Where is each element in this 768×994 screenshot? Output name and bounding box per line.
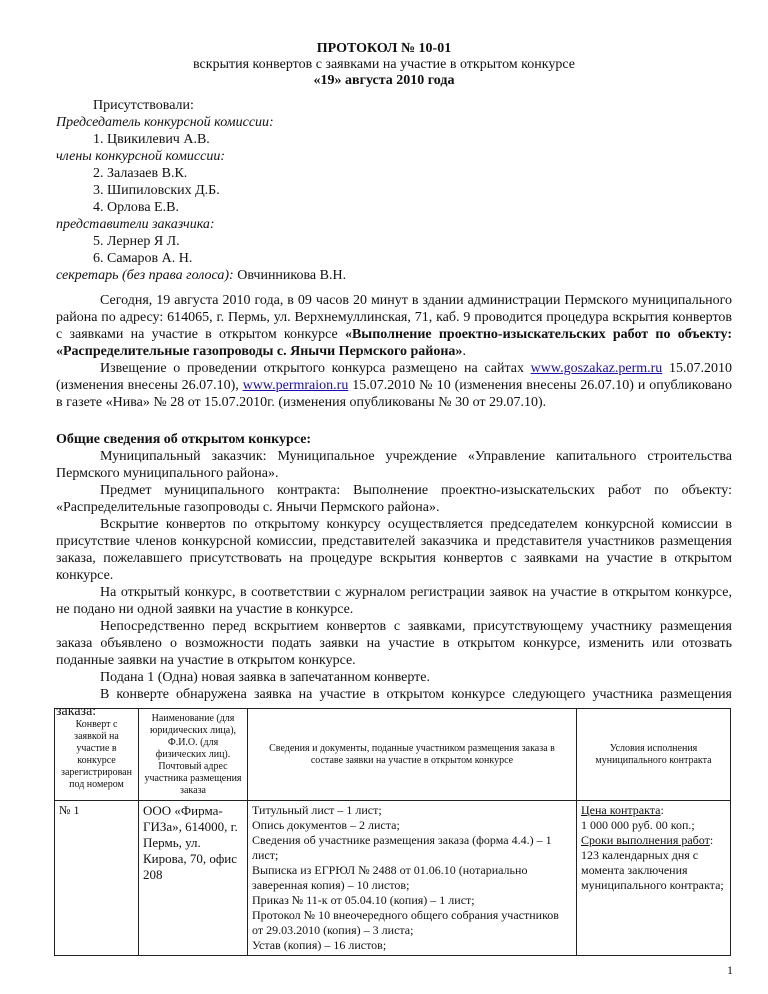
term-label: Сроки выполнения работ [581, 833, 710, 847]
table-header-cell: Наименование (для юридических лица), Ф.И.О. (для физических лиц). Почтовый адрес участника размещения заказа [139, 709, 248, 801]
contract-conditions-cell [577, 801, 731, 956]
intro-end: . [462, 344, 466, 359]
document-item: Титульный лист – 1 лист; [252, 803, 382, 817]
price-value: 1 000 000 руб. 00 коп.; [581, 818, 695, 832]
chair-name: 1. Цвикилевич А.В. [93, 132, 210, 147]
table-header-cell: Условия исполнения муниципального контракта [577, 709, 731, 801]
document-item: Устав (копия) – 16 листов; [252, 938, 387, 952]
section-title: Общие сведения об открытом конкурсе: [56, 432, 312, 447]
notice-text: Извещение о проведении открытого конкурса размещено на сайтах [100, 361, 531, 376]
present-label: Присутствовали: [93, 98, 194, 113]
price-line: Цена контракта: [581, 803, 664, 817]
member-name: 4. Орлова Е.В. [93, 200, 179, 215]
documents-cell [248, 801, 577, 956]
customer-label: представители заказчика: [56, 217, 215, 232]
notice-text: 15.07.2010 № 10 (изменения внесены 26.07.10) и опубликовано в газете «Нива» № 28 от 15.07.2010г. (изменения опубликованы № 30 от 29.07.10). [56, 378, 733, 410]
document-item: Протокол № 10 внеочередного общего собрания участников от 29.03.2010 (копия) – 3 листа; [252, 908, 559, 937]
announcement-paragraph: Непосредственно перед вскрытием конвертов с заявками, присутствующему участнику размещения заказа объявлено о возможности подать заявки на участие в открытом конкурсе, изменить или отозвать поданные заявки на участие в открытом конкурсе. [56, 619, 732, 668]
table-header-cell: Конверт с заявкой на участие в конкурсе зарегистрирован под номером [55, 709, 139, 801]
goszakaz-link[interactable]: www.goszakaz.perm.ru [530, 361, 663, 376]
document-subtitle: вскрытия конвертов с заявками на участие в открытом конкурсе [193, 57, 575, 72]
registry-paragraph: На открытый конкурс, в соответствии с журналом регистрации заявок на участие в открытом конкурсе, не подано ни одной заявки на участие в конкурсе. [56, 585, 732, 617]
opening-paragraph: Вскрытие конвертов по открытому конкурсу осуществляется председателем конкурсной комиссии в присутствие членов конкурсной комиссии, представителей заказчика и представителя участников размещения заказа, пожелавшего присутствовать на процедуре вскрытия конвертов с заявками на участие в открытом конкурсе. [56, 517, 732, 583]
document-item: Сведения об участнике размещения заказа (форма 4.4.) – 1 лист; [252, 833, 552, 862]
applications-table [54, 708, 731, 956]
customer-rep-name: 6. Самаров А. Н. [93, 251, 193, 266]
page-number: 1 [727, 963, 733, 977]
envelope-number: № 1 [55, 801, 139, 956]
secretary-label: секретарь (без права голоса): [56, 268, 234, 283]
table-row [55, 801, 731, 956]
intro-text: Сегодня, 19 августа 2010 года, в 09 часов 20 минут в здании администрации Пермского муниципального района по адресу: 614065, г. Пермь, ул. Верхнемуллинская, 71, каб. 9 проводится процедура вскрытия конвертов с заявками на участие в открытом конкурсе [56, 293, 732, 342]
submission-paragraph: Подана 1 (Одна) новая заявка в запечатанном конверте. [100, 670, 430, 685]
term-value: 123 календарных дня с момента заключения муниципального контракта; [581, 848, 724, 892]
notice-text: 15.07.2010 (изменения внесены 26.07.10), [56, 361, 732, 393]
term-line: Сроки выполнения работ: [581, 833, 714, 847]
document-item: Выписка из ЕГРЮЛ № 2488 от 01.06.10 (нотариально заверенная копия) – 10 листов; [252, 863, 528, 892]
member-name: 2. Залазаев В.К. [93, 166, 188, 181]
document-item: Приказ № 11-к от 05.04.10 (копия) – 1 лист; [252, 893, 475, 907]
secretary-name: Овчинникова В.Н. [237, 268, 347, 283]
table-header-cell: Сведения и документы, поданные участником размещения заказа в составе заявки на участие в открытом конкурсе [248, 709, 577, 801]
intro-paragraph [56, 292, 732, 360]
notice-paragraph [56, 360, 732, 411]
document-title: ПРОТОКОЛ № 10-01 [316, 41, 452, 56]
member-name: 3. Шипиловских Д.Б. [93, 183, 220, 198]
members-label: члены конкурсной комиссии: [56, 149, 225, 164]
participant-cell: ООО «Фирма-ГИЗа», 614000, г. Пермь, ул. Кирова, 70, офис 208 [139, 801, 248, 956]
contest-subject: «Выполнение проектно-изыскательских работ по объекту: «Распределительные газопроводы с. Янычи Пермского района» [56, 327, 732, 359]
contract-subject-paragraph: Предмет муниципального контракта: Выполнение проектно-изыскательских работ по объекту: «Распределительные газопроводы с. Янычи Пермского района». [56, 483, 732, 515]
document-date: «19» августа 2010 года [313, 73, 455, 88]
customer-paragraph: Муниципальный заказчик: Муниципальное учреждение «Управление капитального строительства Пермского муниципального района». [56, 449, 732, 481]
chair-label: Председатель конкурсной комиссии: [56, 115, 274, 130]
customer-rep-name: 5. Лернер Я Л. [93, 234, 180, 249]
table-header-row [55, 709, 731, 801]
permraion-link[interactable]: www.permraion.ru [242, 378, 349, 393]
document-item: Опись документов – 2 листа; [252, 818, 400, 832]
secretary-line [56, 267, 346, 284]
envelope-paragraph: В конверте обнаружена заявка на участие в открытом конкурсе следующего участника размещения заказа: [56, 687, 732, 719]
price-label: Цена контракта [581, 803, 661, 817]
